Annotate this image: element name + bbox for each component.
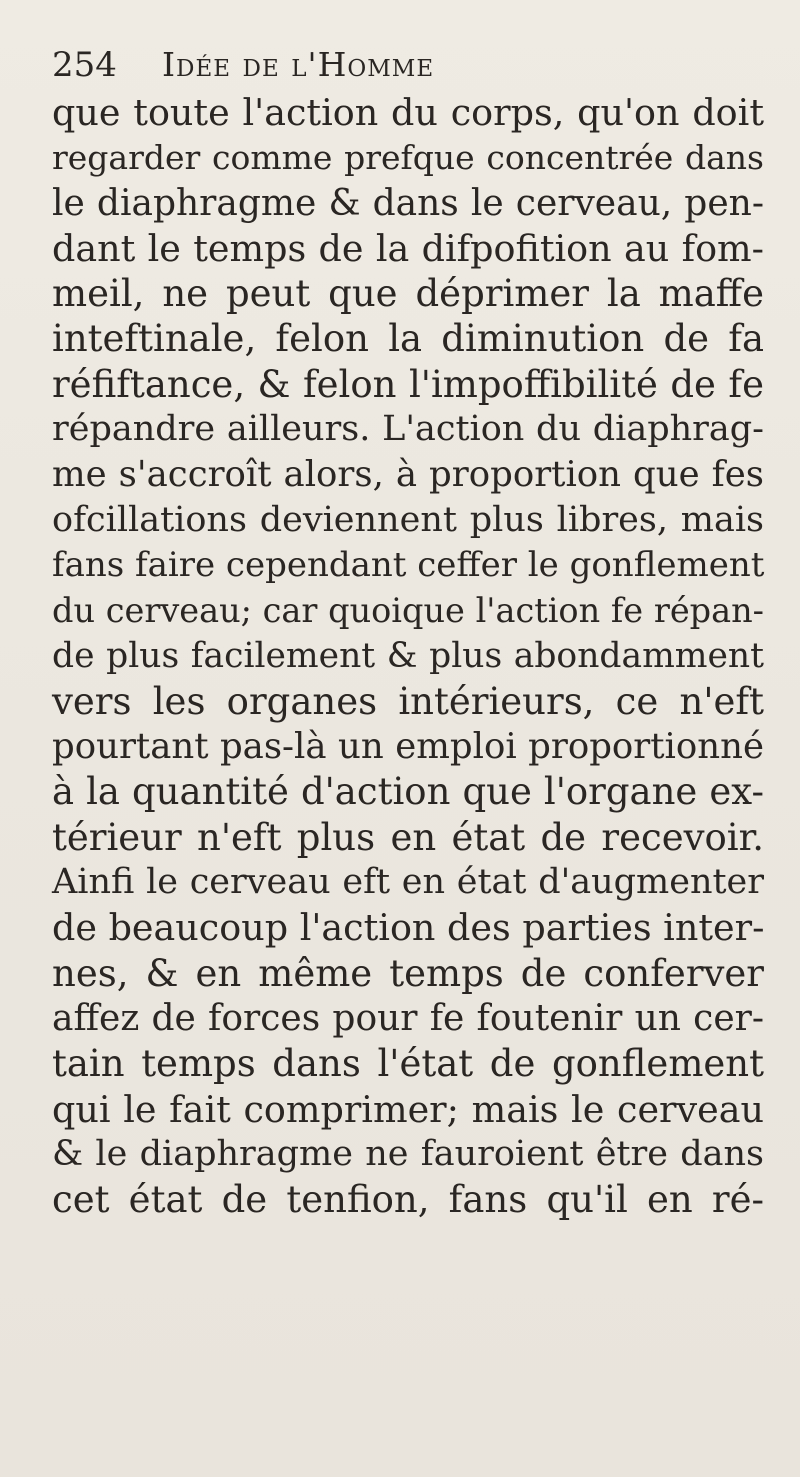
text-line: nes, & en même temps de conferver (52, 951, 764, 995)
text-line: le diaphragme & dans le cerveau, pen- (52, 182, 764, 224)
text-line: du cerveau; car quoique l'action fe répan- (52, 591, 764, 631)
text-line: me s'accroît alors, à proportion que fes (52, 454, 764, 496)
text-line: vers les organes intérieurs, ce n'eft (52, 679, 764, 723)
text-line: réfiftance, & felon l'impoffibilité de fe (52, 362, 764, 406)
running-head: Idée de l'Homme (162, 45, 435, 84)
text-line: inteftinale, felon la diminution de fa (52, 317, 764, 361)
text-line: dant le temps de la difpofition au fom- (52, 226, 764, 270)
text-line: ofcillations deviennent plus libres, mais (52, 499, 764, 540)
text-line: qui le fait comprimer; mais le cerveau (52, 1087, 764, 1131)
text-line: affez de forces pour fe foutenir un cer- (52, 997, 764, 1039)
page-number: 254 (52, 45, 117, 85)
text-line: meil, ne peut que déprimer la maffe (52, 272, 764, 316)
text-line: tain temps dans l'état de gonflement (52, 1042, 764, 1086)
text-line: pourtant pas-là un emploi proportionné (52, 726, 764, 768)
text-line: Ainfi le cerveau eft en état d'augmenter (52, 862, 764, 903)
text-line: térieur n'eft plus en état de recevoir. (52, 815, 764, 859)
text-line: cet état de tenfion, fans qu'il en ré- (52, 1178, 764, 1222)
text-line: à la quantité d'action que l'organe ex- (52, 770, 764, 814)
text-line: regarder comme prefque concentrée dans (52, 138, 764, 178)
page-header (52, 40, 752, 90)
text-line: & le diaphragme ne fauroient être dans (52, 1133, 764, 1174)
text-line: de plus facilement & plus abondamment (52, 635, 764, 676)
body-text (52, 90, 764, 1222)
text-line: fans faire cependant ceffer le gonflement (52, 544, 765, 585)
text-line: que toute l'action du corps, qu'on doit (52, 91, 764, 134)
text-line: répandre ailleurs. L'action du diaphrag- (52, 409, 764, 450)
text-line: de beaucoup l'action des parties inter- (52, 906, 765, 950)
